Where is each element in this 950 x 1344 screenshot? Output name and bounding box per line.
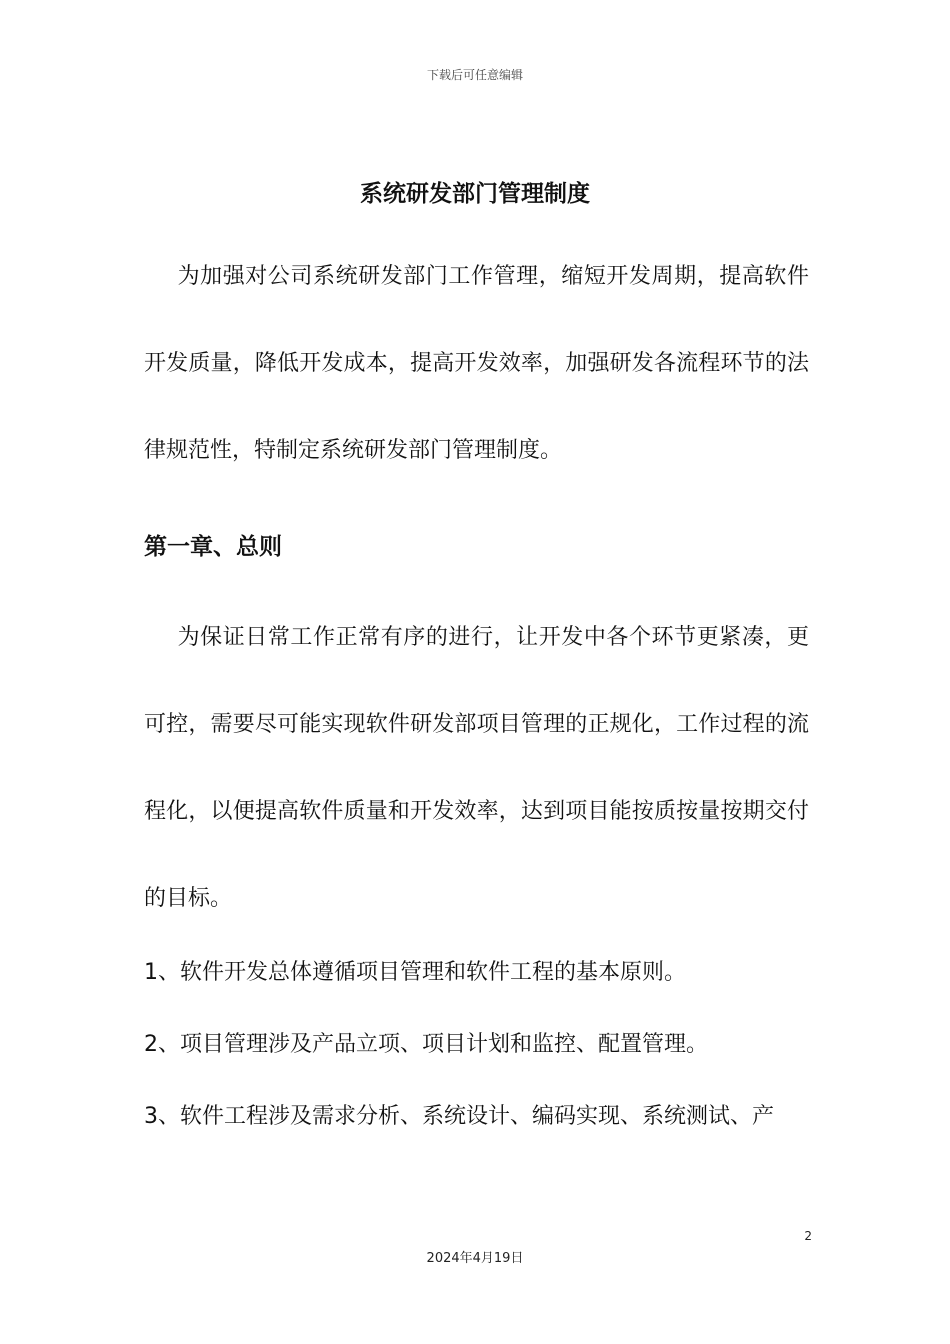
list-item: 3、软件工程涉及需求分析、系统设计、编码实现、系统测试、产: [144, 1104, 774, 1129]
header-note: 下载后可任意编辑: [426, 68, 523, 82]
page-number: 2: [804, 1229, 812, 1243]
chapter-heading: 第一章、总则: [144, 534, 282, 560]
chapter-paragraph: [144, 594, 809, 942]
list-item: 1、软件开发总体遵循项目管理和软件工程的基本原则。: [144, 960, 686, 985]
chapter-paragraph-text: 为保证日常工作正常有序的进行，让开发中各个环节更紧凑，更可控，需要尽可能实现软件研发部项目管理的正规化，工作过程的流程化，以便提高软件质量和开发效率，达到项目能按质按量按期交付的目标。: [144, 625, 809, 911]
list-item: 2、项目管理涉及产品立项、项目计划和监控、配置管理。: [144, 1032, 708, 1057]
footer-date: 2024年4月19日: [426, 1251, 524, 1266]
principle-list: [144, 948, 809, 1164]
intro-paragraph: [144, 233, 809, 494]
document-title: 系统研发部门管理制度: [360, 181, 590, 208]
intro-text: 为加强对公司系统研发部门工作管理，缩短开发周期，提高软件开发质量，降低开发成本，提高开发效率，加强研发各流程环节的法律规范性，特制定系统研发部门管理制度。: [144, 264, 809, 463]
